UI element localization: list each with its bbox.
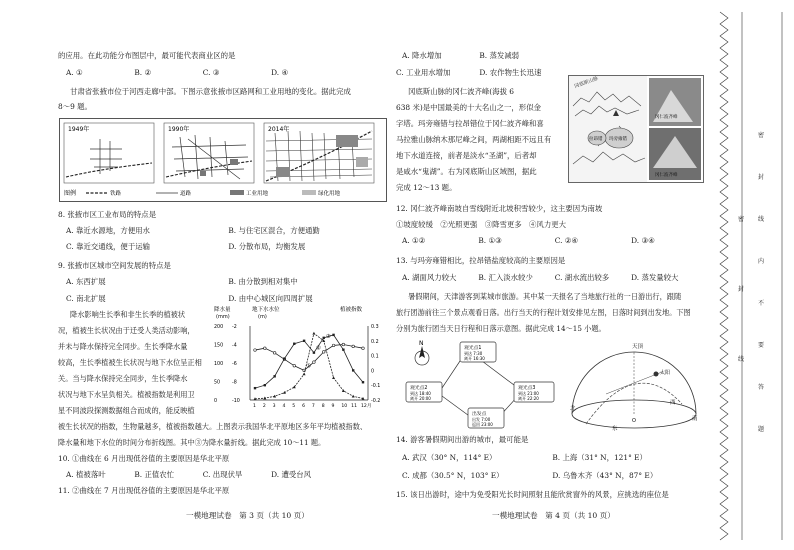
intro-10-11-l8: 被生长状况的指数，生物量越多，植被指数越大。上图表示我国华北平原地区多年平均植被指数、: [58, 422, 368, 431]
series-0-point-6: [313, 361, 316, 364]
footer-page-4: 一模地理试卷 第 4 页（共 10 页）: [492, 511, 615, 520]
q8-options-row2: [66, 241, 305, 253]
series-1-point-7: [323, 337, 325, 339]
intro-12-13-l2: 638 米)是中国最美的十大名山之一，形似金: [396, 103, 541, 112]
q7-option-d[interactable]: D. ④: [271, 68, 289, 77]
binding-mark-2: 封: [738, 286, 745, 293]
q14-options-row1: [402, 452, 647, 464]
binding-label-6: 要: [758, 342, 765, 349]
series-1-point-8: [332, 334, 334, 336]
binding-mark-1: 密: [738, 216, 745, 223]
series-0-point-11: [362, 347, 365, 350]
series-2-point-5: [303, 373, 306, 376]
q11-option-d[interactable]: D. 农作物生长迅速: [479, 68, 542, 77]
q10-options: [66, 469, 337, 481]
q11-options-row2: [396, 67, 541, 79]
binding-mark-3: 线: [738, 356, 745, 363]
x-tick-1: 2: [262, 404, 266, 409]
precip-tick-0: 200: [214, 325, 224, 330]
intro-10-11-l9: 降水量和地下水位的时间分布折线图。其中③为降水量折线。据此完成 10～11 题。: [58, 438, 326, 447]
stop-2-line1: 到达 18:40: [410, 391, 431, 396]
series-0-point-9: [342, 343, 345, 346]
intro-12-13-l6: 是咸水“鬼湖”。右为冈底斯山区域图，据此: [396, 167, 537, 176]
intro-10-11-l6: 状况与地下水呈负相关。植被指数是利用卫: [58, 390, 195, 399]
series-label-1: ②: [315, 345, 321, 352]
start-line2: 返回 23:00: [472, 422, 493, 427]
q8-option-b[interactable]: B. 与住宅区混合，方便通勤: [228, 226, 320, 235]
series-1-point-9: [342, 348, 344, 350]
svg-text:N: N: [419, 340, 424, 347]
series-2-point-6: [312, 332, 315, 335]
series-0-point-4: [293, 364, 296, 367]
sun-icon: [654, 372, 659, 377]
series-1-point-1: [264, 384, 266, 386]
lake-mapang-label: 玛旁雍错: [609, 137, 627, 142]
gangdise-map-svg: [569, 76, 703, 182]
binding-label-7: 答: [758, 384, 765, 391]
intro-8-9-line1: 甘肃省张掖市位于河西走廊中部。下图示意张掖市区路网和工业用地的变化。据此完成: [70, 87, 351, 96]
veg-tick-5: -0.2: [371, 399, 381, 404]
x-tick-7: 8: [321, 404, 325, 409]
q7-options: [66, 67, 337, 79]
q13-option-a[interactable]: A. 湖面风力较大: [402, 273, 457, 282]
q14-option-b[interactable]: B. 上海（31° N，121° E）: [552, 453, 647, 462]
binding-label-3: 线: [758, 216, 765, 223]
q9-stem: 9. 张掖市区城市空间发展的特点是: [58, 261, 171, 270]
intro-10-11-l4: 较高，生长季植被生长状况与地下水位呈正相: [58, 358, 202, 367]
q8-option-d[interactable]: D. 分散布局，均衡发展: [228, 242, 306, 251]
precip-tick-3: 50: [214, 380, 221, 386]
q7-option-c[interactable]: C. ③: [202, 68, 220, 77]
binding-label-4: 内: [758, 258, 765, 265]
series-1-point-11: [362, 381, 364, 383]
q9-option-c[interactable]: C. 南北扩展: [66, 294, 106, 303]
x-tick-4: 5: [292, 404, 296, 409]
series-1-point-5: [303, 340, 305, 342]
intro-12-13-l1: 冈底斯山脉的冈仁波齐峰(海拔 6: [408, 87, 515, 96]
photo-caption-2: 冈仁波齐峰: [655, 173, 678, 178]
q8-option-a[interactable]: A. 靠近水源地，方便用水: [66, 226, 150, 235]
series-0-point-10: [352, 345, 355, 348]
map-year-1949: 1949年: [68, 126, 90, 133]
intro-10-11-l1: 降水影响生长季和非生长季的植被状: [70, 310, 186, 319]
binding-label-5: 不: [758, 300, 765, 307]
q9-option-b[interactable]: B. 由分散到相对集中: [228, 277, 298, 286]
groundwater-unit: (m): [258, 314, 267, 320]
q12-options: [402, 235, 655, 247]
q11-option-c[interactable]: C. 工业用水增加: [396, 68, 451, 77]
intro-14-15-l1: 暑假期间，天津游客到某城市旅游。其中某一天报名了当地旅行社的一日游出行，跟随: [408, 292, 682, 301]
compass-icon: [415, 340, 429, 365]
q12-option-c[interactable]: C. ②④: [554, 236, 579, 245]
binding-strip: [708, 0, 794, 550]
q10-option-c[interactable]: C. 出现伏旱: [202, 470, 243, 479]
q9-option-d[interactable]: D. 由中心城区向四周扩展: [228, 294, 313, 303]
itinerary-diagram: [402, 336, 562, 432]
intro-10-11-l5: 关。当与降水保持完全同步，生长季降水: [58, 374, 188, 383]
footer-page-3: 一模地理试卷 第 3 页（共 10 页）: [186, 511, 309, 520]
precip-tick-4: 0: [214, 399, 218, 404]
q8-option-c[interactable]: C. 靠近交通线，便于运输: [66, 242, 150, 251]
q8-stem: 8. 张掖市区工业布局的特点是: [58, 210, 157, 219]
q13-option-d[interactable]: D. 蒸发量较大: [631, 273, 679, 282]
vegetation-chart-svg: [212, 304, 390, 418]
start-line1: 出发 7:00: [472, 417, 491, 422]
intro-12-13-l3: 字塔。玛旁雍错与拉昂错位于冈仁波齐峰和喜: [396, 119, 544, 128]
groundwater-tick-2: -6: [232, 362, 237, 367]
q12-factors: ①坡度较缓 ②光照更强 ③降雪更多 ④风力更大: [396, 220, 566, 229]
series-0-point-7: [322, 351, 325, 354]
stop-1-line2: 离开 16:30: [464, 356, 485, 361]
zenith-label: 天顶: [632, 344, 644, 350]
x-tick-9: 10: [341, 404, 348, 409]
veg-tick-3: 0: [371, 369, 375, 375]
intro-12-13-l5: 地下水道连接，前者是淡水“圣湖”，后者却: [396, 151, 537, 160]
q7-tail: 的应用。在此功能分布图层中，最可能代表商业区的是: [58, 51, 236, 60]
x-tick-6: 7: [311, 404, 315, 409]
series-0-point-2: [273, 352, 276, 355]
groundwater-tick-4: -10: [232, 399, 240, 404]
binding-svg: [708, 0, 794, 550]
intro-8-9-line2: 8～9 题。: [58, 102, 92, 111]
gangdise-map: [568, 75, 704, 183]
q13-options: [402, 272, 678, 284]
legend-road: 道路: [180, 191, 192, 197]
groundwater-tick-0: -2: [232, 325, 237, 330]
west-label: 西: [670, 400, 676, 406]
map-year-2014: 2014年: [268, 126, 290, 133]
series-1-point-4: [293, 343, 295, 345]
stop-3-line1: 到达 21:00: [518, 391, 539, 396]
q11-options-row1: [402, 50, 519, 62]
precip-tick-2: 100: [214, 362, 224, 367]
x-tick-10: 11: [351, 404, 358, 409]
q15-stem: 15. 该日出游时，途中为免受阳光长时间照射且能欣赏窗外的风景，应挑选的座位是: [396, 490, 669, 499]
series-2-point-8: [332, 376, 335, 379]
sunset-diagram: [566, 334, 702, 432]
legend-green: 绿化用地: [318, 191, 341, 197]
x-tick-0: 1: [253, 404, 256, 409]
series-2-point-9: [342, 389, 345, 392]
groundwater-tick-1: -4: [232, 343, 237, 349]
legend-label: 图例: [64, 190, 77, 197]
intro-14-15-l3: 分别为旅行团当天日行程和日落示意图。据此完成 14～15 小题。: [396, 324, 606, 333]
south-label: 南: [692, 416, 698, 422]
intro-12-13-l7: 完成 12～13 题。: [396, 183, 457, 192]
stop-3-line2: 离开 22:20: [518, 396, 539, 401]
intro-10-11-l7: 星不同波段探测数据组合而成的，能反映植: [58, 406, 195, 415]
lake-laang-label: 拉昂错: [589, 137, 603, 142]
q12-option-d[interactable]: D. ③④: [631, 236, 655, 245]
road-network-svg: [60, 119, 386, 201]
stop-1-line1: 到达 7:30: [464, 351, 483, 356]
series-0-point-0: [254, 349, 257, 352]
series-label-0: ①: [306, 363, 312, 370]
series-1-point-2: [273, 375, 275, 377]
stop-1-title: 观光点1: [464, 346, 482, 351]
precip-tick-1: 150: [214, 343, 224, 349]
sun-label: 太阳: [660, 370, 671, 376]
q10-option-a[interactable]: A. 植被落叶: [66, 470, 106, 479]
q9-options-row1: [66, 276, 298, 288]
q11-stem: 11. ②曲线在 7 月出现低谷值的主要原因是华北平原: [58, 486, 230, 495]
binding-label-2: 封: [758, 174, 765, 181]
intro-14-15-l2: 旅行团游前往三个景点观看日落。出行当天的行程计划安排见左图，日落时间到出发地。下图: [396, 308, 691, 317]
x-tick-2: 3: [272, 404, 276, 409]
x-tick-3: 4: [282, 404, 286, 409]
precip-unit: (mm): [216, 314, 230, 320]
start-title: 出发点: [472, 412, 487, 417]
veg-tick-4: -0.1: [371, 384, 381, 390]
q12-stem: 12. 冈仁波齐峰南坡自雪线附近北坡积雪较少，这主要因为南坡: [396, 204, 603, 213]
sunset-svg: [566, 334, 702, 432]
q10-option-d[interactable]: D. 遭受台风: [271, 470, 312, 479]
road-network-figure: [59, 118, 387, 202]
series-0-point-1: [264, 347, 267, 350]
q10-stem: 10. ①曲线在 6 月出现低谷值的主要原因是华北平原: [58, 454, 230, 463]
precip-axis-title: 降水量: [214, 307, 231, 313]
veg-tick-0: 0.3: [371, 325, 379, 330]
map-legend: [64, 189, 341, 197]
stop-3-title: 观光点3: [518, 386, 536, 391]
x-tick-5: 6: [302, 404, 306, 409]
intro-10-11-l2: 况，植被生长状况由于迁受人类活动影响，: [58, 326, 195, 335]
gangdise-label: 冈底斯山脉: [573, 76, 600, 90]
q14-options-row2: [402, 470, 657, 482]
q9-option-a[interactable]: A. 东西扩展: [66, 277, 106, 286]
veg-axis-title: 植被指数: [340, 307, 363, 313]
veg-tick-1: 0.2: [371, 339, 379, 345]
stop-2-title: 观光点2: [410, 386, 428, 391]
veg-tick-2: 0.1: [371, 354, 379, 360]
vegetation-chart: [212, 304, 390, 418]
series-1-point-6: [313, 351, 315, 353]
q7-option-a[interactable]: A. ①: [66, 68, 83, 77]
x-tick-8: 9: [331, 404, 335, 409]
q8-options-row1: [66, 225, 320, 237]
itinerary-svg: [402, 336, 562, 432]
q14-option-a[interactable]: A. 武汉（30° N，114° E）: [402, 453, 497, 462]
legend-industry: 工业用地: [246, 191, 269, 197]
legend-rail: 铁路: [110, 191, 122, 197]
q7-option-b[interactable]: B. ②: [134, 68, 152, 77]
x-tick-11: 12月: [361, 404, 372, 409]
series-1-point-3: [283, 357, 285, 359]
series-2-point-10: [352, 395, 355, 398]
map-year-1990: 1990年: [168, 126, 190, 133]
series-0-point-8: [332, 344, 335, 347]
series-1-point-10: [352, 369, 354, 371]
q10-option-b[interactable]: B. 正值农忙: [134, 470, 175, 479]
binding-label-1: 密: [758, 132, 765, 139]
q12-option-a[interactable]: A. ①②: [402, 236, 426, 245]
binding-zigzag: [720, 12, 728, 540]
q12-option-b[interactable]: B. ①③: [478, 236, 502, 245]
center-label: O: [632, 418, 636, 424]
q14-option-d[interactable]: D. 乌鲁木齐（43° N，87° E）: [552, 471, 658, 480]
series-1-point-0: [254, 387, 256, 389]
q13-option-b[interactable]: B. 汇入淡水较少: [478, 273, 533, 282]
binding-label-8: 题: [758, 426, 765, 433]
series-label-2: ③: [325, 333, 331, 340]
q11-option-a[interactable]: A. 降水增加: [402, 51, 442, 60]
q11-option-b[interactable]: B. 蒸发减弱: [479, 51, 520, 60]
photo-caption-1: 冈仁波齐峰: [655, 115, 678, 120]
north-label: 北: [570, 406, 576, 412]
q13-stem: 13. 与玛旁雍错相比，拉昂错盐度较高的主要原因是: [396, 256, 566, 265]
q14-stem: 14. 游客暑假期间出游的城市，最可能是: [396, 435, 529, 444]
q13-option-c[interactable]: C. 湖水流出较多: [554, 273, 610, 282]
groundwater-axis-title: 地下水水位: [252, 307, 280, 313]
stop-2-line2: 离开 20:00: [410, 396, 431, 401]
series-line-1: [255, 335, 363, 388]
intro-12-13-l4: 马拉雅山脉纳木那尼峰之间，两湖相距不远且有: [396, 135, 552, 144]
intro-10-11-l3: 并未与降水保持完全同步。生长季降水量: [58, 342, 188, 351]
east-label: 东: [612, 426, 618, 432]
groundwater-tick-3: -8: [232, 380, 237, 386]
q14-option-c[interactable]: C. 成都（30.5° N，103° E）: [402, 471, 504, 480]
